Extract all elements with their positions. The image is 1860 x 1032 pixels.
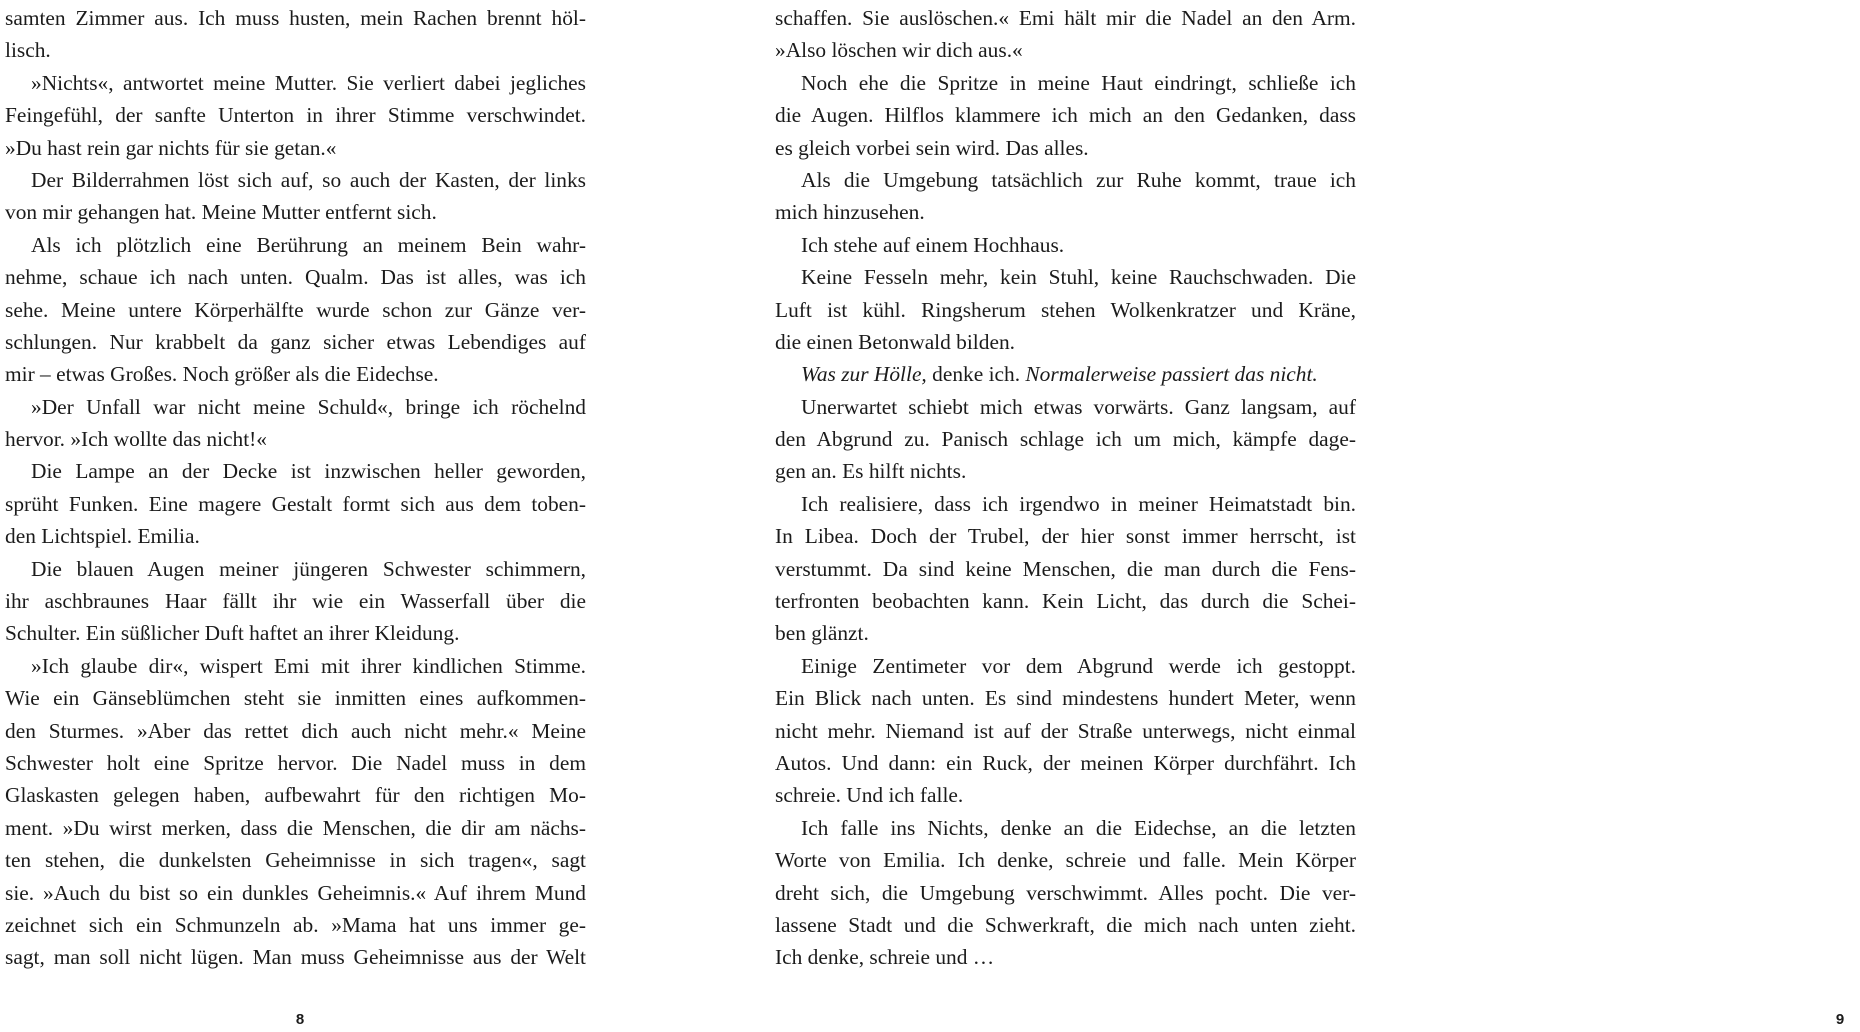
text-line: ment. »Du wirst merken, dass die Menschen, die dir am nächs- xyxy=(5,815,586,840)
text-line: den Sturmes. »Aber das rettet dich auch nicht mehr.« Meine xyxy=(5,718,586,743)
text-line: die Augen. Hilflos klammere ich mich an den Gedanken, dass xyxy=(775,103,1356,128)
text-line: sehe. Meine untere Körperhälfte wurde schon zur Gänze ver- xyxy=(5,297,586,322)
text-line: dreht sich, die Umgebung verschwimmt. Alles pocht. Die ver- xyxy=(775,880,1356,905)
text-line: verstummt. Da sind keine Menschen, die man durch die Fens- xyxy=(775,556,1356,581)
text-line: Als ich plötzlich eine Berührung an meinem Bein wahr- xyxy=(31,232,586,257)
text-line: ihr aschbraunes Haar fällt ihr wie ein Wasserfall über die xyxy=(5,589,586,614)
text-line: sprüht Funken. Eine magere Gestalt formt sich aus dem toben- xyxy=(5,491,586,516)
text-line: den Abgrund zu. Panisch schlage ich um mich, kämpfe dage- xyxy=(775,427,1356,452)
text-line: Einige Zentimeter vor dem Abgrund werde ich gestoppt. xyxy=(801,653,1356,678)
text-line: lassene Stadt und die Schwerkraft, die mich nach unten zieht. xyxy=(775,912,1356,937)
text-line: sagt, man soll nicht lügen. Man muss Geheimnisse aus der Welt xyxy=(5,945,586,970)
text-line: »Also löschen wir dich aus.« xyxy=(775,38,1023,63)
text-line: von mir gehangen hat. Meine Mutter entfernt sich. xyxy=(5,200,437,225)
text-line: hervor. »Ich wollte das nicht!« xyxy=(5,427,267,452)
text-line: Keine Fesseln mehr, kein Stuhl, keine Rauchschwaden. Die xyxy=(801,265,1356,290)
text-line: Worte von Emilia. Ich denke, schreie und falle. Mein Körper xyxy=(775,848,1356,873)
text-line: den Lichtspiel. Emilia. xyxy=(5,524,200,549)
text-line: Autos. Und dann: ein Ruck, der meinen Körper durchfährt. Ich xyxy=(775,750,1356,775)
text-line: mir – etwas Großes. Noch größer als die Eidechse. xyxy=(5,362,439,387)
text-line: Wie ein Gänseblümchen steht sie inmitten eines aufkommen- xyxy=(5,686,586,711)
text-line: gen an. Es hilft nichts. xyxy=(775,459,967,484)
text-line: Ich stehe auf einem Hochhaus. xyxy=(801,232,1065,257)
text-line: Ein Blick nach unten. Es sind mindestens hundert Meter, wenn xyxy=(775,686,1356,711)
right-page-number: 9 xyxy=(1835,1011,1845,1028)
text-line: Ich falle ins Nichts, denke an die Eidechse, an die letzten xyxy=(801,815,1356,840)
text-line: Die Lampe an der Decke ist inzwischen heller geworden, xyxy=(31,459,586,484)
text-line: mich hinzusehen. xyxy=(775,200,925,225)
text-line: »Nichts«, antwortet meine Mutter. Sie verliert dabei jegliches xyxy=(31,70,586,95)
text-line: ben glänzt. xyxy=(775,621,869,646)
text-line: Noch ehe die Spritze in meine Haut eindringt, schließe ich xyxy=(801,70,1356,95)
text-line: Luft ist kühl. Ringsherum stehen Wolkenkratzer und Kräne, xyxy=(775,297,1356,322)
text-line: es gleich vorbei sein wird. Das alles. xyxy=(775,135,1089,160)
text-line: samten Zimmer aus. Ich muss husten, mein Rachen brennt höl- xyxy=(5,6,586,30)
text-line: schreie. Und ich falle. xyxy=(775,783,964,808)
text-line: Die blauen Augen meiner jüngeren Schwester schimmern, xyxy=(31,556,586,581)
text-line: »Ich glaube dir«, wispert Emi mit ihrer kindlichen Stimme. xyxy=(31,653,586,678)
text-line: Schwester holt eine Spritze hervor. Die Nadel muss in dem xyxy=(5,750,586,775)
italic-text: Normalerweise passiert das nicht. xyxy=(1025,362,1318,387)
text-line: schlungen. Nur krabbelt da ganz sicher etwas Lebendiges auf xyxy=(5,329,586,354)
text-line: Unerwartet schiebt mich etwas vorwärts. Ganz langsam, auf xyxy=(801,394,1356,419)
text-line: Der Bilderrahmen löst sich auf, so auch der Kasten, der links xyxy=(31,167,586,192)
text-line: Glaskasten gelegen haben, aufbewahrt für den richtigen Mo- xyxy=(5,783,586,808)
left-page-number: 8 xyxy=(295,1011,305,1028)
text-line xyxy=(775,358,1356,390)
right-page-text xyxy=(775,2,1356,974)
text-line: ten stehen, die dunkelsten Geheimnisse in sich tragen«, sagt xyxy=(5,848,586,873)
text-line: »Der Unfall war nicht meine Schuld«, bringe ich röchelnd xyxy=(31,394,586,419)
text-line: nehme, schaue ich nach unten. Qualm. Das ist alles, was ich xyxy=(5,265,586,290)
roman-text: denke ich. xyxy=(926,362,1026,387)
text-line: terfronten beobachten kann. Kein Licht, das durch die Schei- xyxy=(775,589,1356,614)
text-line: nicht mehr. Niemand ist auf der Straße unterwegs, nicht einmal xyxy=(775,718,1356,743)
text-line: lisch. xyxy=(5,38,51,63)
text-line: »Du hast rein gar nichts für sie getan.« xyxy=(5,135,337,160)
text-line: Schulter. Ein süßlicher Duft haftet an ihrer Kleidung. xyxy=(5,621,460,646)
left-page xyxy=(5,0,586,1032)
text-line: Ich realisiere, dass ich irgendwo in meiner Heimatstadt bin. xyxy=(801,491,1356,516)
text-line: In Libea. Doch der Trubel, der hier sonst immer herrscht, ist xyxy=(775,524,1356,549)
text-line: Ich denke, schreie und … xyxy=(775,945,995,970)
right-page xyxy=(775,0,1845,1032)
text-line: zeichnet sich ein Schmunzeln ab. »Mama hat uns immer ge- xyxy=(5,912,586,937)
text-line: sie. »Auch du bist so ein dunkles Geheimnis.« Auf ihrem Mund xyxy=(5,880,586,905)
text-line: die einen Betonwald bilden. xyxy=(775,329,1015,354)
text-line: Feingefühl, der sanfte Unterton in ihrer Stimme verschwindet. xyxy=(5,103,586,128)
italic-text: Was zur Hölle, xyxy=(801,362,927,387)
text-line: schaffen. Sie auslöschen.« Emi hält mir die Nadel an den Arm. xyxy=(775,6,1356,30)
text-line: Als die Umgebung tatsächlich zur Ruhe kommt, traue ich xyxy=(801,167,1356,192)
left-page-text xyxy=(5,2,586,974)
